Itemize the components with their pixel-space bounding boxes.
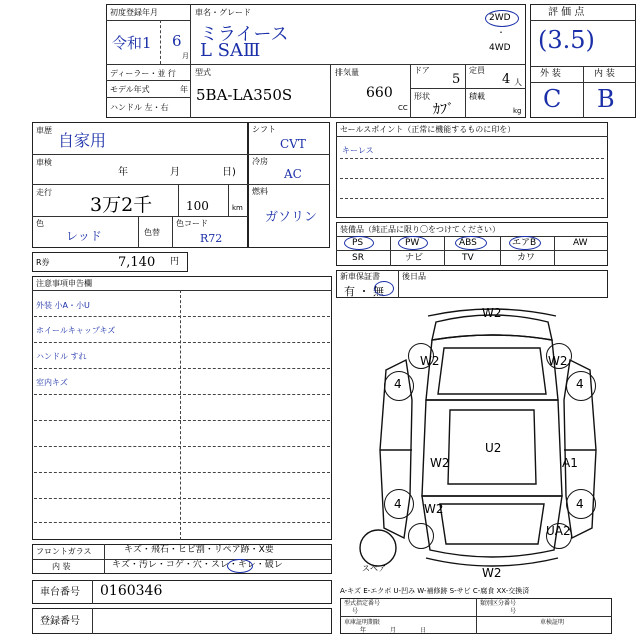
mileage-label: 走行: [36, 188, 52, 197]
dealer-label: ディーラー・並 行: [110, 69, 176, 78]
warranty-value: 有 ・ 無: [344, 285, 384, 298]
recycle-value: 7,140: [118, 255, 156, 270]
mark-front-bumper: W2: [482, 306, 502, 320]
note-item-1: 外装 小A・小U: [36, 301, 90, 310]
sales-points-title: セールスポイント（正常に機能するものに印を）: [340, 125, 516, 134]
displacement-label: 排気量: [335, 68, 359, 77]
mark-wheel-rr: 4: [576, 497, 584, 511]
note-item-3: ハンドル すれ: [36, 352, 87, 361]
damage-legend: A-キズ E-エクボ U-凹み W-補修跡 S-サビ C-腐食 XX-交換済: [340, 587, 530, 595]
mark-front-left: W2: [420, 354, 440, 368]
fuel-value: ガソリン: [265, 210, 318, 225]
car-top-body: [426, 335, 558, 400]
first-reg-label: 初度登録年月: [110, 8, 158, 17]
body-value: ｶﾌﾞ: [433, 102, 454, 118]
drive-2wd: 2WD: [489, 13, 511, 23]
recycle-unit: 円: [170, 257, 180, 267]
inspection-day-label: 日): [222, 167, 236, 178]
chassis-label: 車台番号: [40, 587, 80, 598]
period-day: 日: [420, 627, 427, 634]
category-suffix: 号: [510, 608, 517, 615]
shaken-label: 車検証明: [540, 619, 565, 626]
interior-cond-options: キズ・汚レ・コゲ・穴・スレ・キレ・破レ: [112, 560, 283, 570]
note-item-2: ホイールキャップキズ: [36, 326, 116, 335]
equip-abs: ABS: [459, 238, 477, 248]
door-label: ドア: [414, 66, 430, 75]
header-box: [106, 4, 526, 118]
cc-unit: CC: [398, 104, 408, 112]
equip-aw: AW: [573, 238, 588, 248]
mark-front-right: W2: [548, 354, 568, 368]
mark-left-door: W2: [430, 456, 450, 470]
drive-4wd: 4WD: [489, 43, 511, 53]
recycle-box: [32, 252, 188, 272]
handle-label: ハンドル 左・右: [110, 103, 169, 112]
model-code: 5BA-LA350S: [196, 86, 293, 104]
fuel-label: 燃料: [252, 187, 268, 196]
kg-unit: kg: [513, 107, 522, 115]
month-suffix: 月: [182, 52, 189, 60]
car-grade-label: 車名・グレード: [195, 8, 251, 17]
type-cert-suffix: 号: [352, 608, 359, 615]
car-top-windshield: [438, 348, 546, 394]
front-glass-label: フロントガラス: [36, 547, 92, 556]
displacement-value: 660: [366, 85, 393, 101]
equip-airbag: エアB: [512, 238, 537, 248]
inspection-label: 車検: [36, 158, 52, 167]
aftermarket-label: 後日品: [402, 272, 426, 281]
type-cert-label: 型式指定番号: [344, 600, 381, 607]
door-value: 5: [452, 72, 461, 87]
model-year-label: モデル年式: [110, 85, 150, 94]
body-label: 形状: [414, 92, 430, 101]
mileage-value: 3万2千: [90, 194, 153, 216]
drive-dot: ・: [497, 28, 505, 37]
equip-ps: PS: [352, 238, 364, 248]
model-label: 型式: [195, 68, 211, 77]
cooler-value: AC: [284, 167, 302, 181]
load-label: 積載: [469, 92, 485, 101]
equip-leather: カワ: [517, 253, 536, 263]
capacity-value: 4: [502, 72, 511, 87]
car-rear-glass: [440, 504, 544, 544]
mileage-sub: 100: [186, 199, 209, 213]
notes-title: 注意事項申告欄: [36, 279, 92, 288]
inspection-year-label: 年: [118, 167, 128, 178]
interior-grade: B: [597, 85, 615, 113]
equipment-title: 装備品（純正品に限り〇をつけてください）: [340, 225, 500, 234]
car-grade: L SAⅢ: [200, 40, 261, 61]
color-label: 色: [36, 219, 44, 228]
wheel-low-left: [408, 523, 434, 549]
recycle-label: R券: [36, 258, 50, 267]
shift-value: CVT: [280, 137, 306, 151]
sales-point-item: キーレス: [342, 146, 374, 155]
mark-rear-left: W2: [424, 502, 444, 516]
color-value: レッド: [66, 229, 102, 243]
grade-score: (3.5): [538, 26, 595, 54]
category-label: 類別区分番号: [480, 600, 517, 607]
registration-label: 登録番号: [40, 616, 80, 627]
chassis-value: 0160346: [100, 583, 163, 599]
model-year-suffix: 年: [180, 85, 188, 94]
inspection-month-label: 月: [170, 167, 180, 178]
first-reg-month: 6: [172, 32, 182, 50]
warranty-label: 新車保証書: [340, 272, 380, 281]
rear-bumper: [426, 558, 558, 566]
color-code-value: R72: [200, 232, 223, 245]
spare-label: スペア: [362, 564, 386, 573]
front-glass-options: キズ・飛石・ヒビ割・リペア跡・X要: [124, 545, 274, 555]
shift-label: シフト: [252, 125, 276, 134]
period-year: 年: [360, 627, 367, 634]
mark-wheel-fr: 4: [576, 377, 584, 391]
spare-tire: [360, 530, 396, 566]
note-item-4: 室内キズ: [36, 378, 68, 387]
equip-sr: SR: [352, 253, 364, 263]
mark-right-door: A1: [562, 456, 578, 470]
first-reg-era: 令和1: [112, 34, 152, 52]
usage-label: 車歴: [36, 126, 52, 135]
interior-cond-label: 内 装: [52, 562, 71, 571]
mark-roof: U2: [485, 441, 502, 455]
exterior-grade: C: [543, 85, 562, 113]
color-change-label: 色替: [144, 228, 160, 237]
mark-rear-bumper: W2: [482, 566, 502, 580]
color-code-label: 色コード: [176, 219, 208, 228]
period-month: 月: [390, 627, 397, 634]
car-name: ミライース: [200, 24, 289, 45]
exterior-label: 外 装: [540, 69, 561, 79]
capacity-unit: 人: [514, 78, 522, 87]
mark-rear-right: UA2: [546, 524, 571, 538]
mark-wheel-fl: 4: [394, 377, 402, 391]
cooler-label: 冷房: [252, 157, 268, 166]
equip-pw: PW: [405, 238, 420, 248]
interior-label: 内 装: [594, 69, 615, 79]
equip-navi: ナビ: [405, 253, 424, 263]
capacity-label: 定員: [469, 66, 485, 75]
usage-value: 自家用: [58, 131, 107, 150]
equip-tv: TV: [462, 253, 474, 263]
period-label: 車庫証明期限: [344, 619, 381, 626]
mark-wheel-rl: 4: [394, 497, 402, 511]
grade-title: 評 価 点: [548, 7, 585, 18]
km-unit: km: [232, 204, 243, 212]
